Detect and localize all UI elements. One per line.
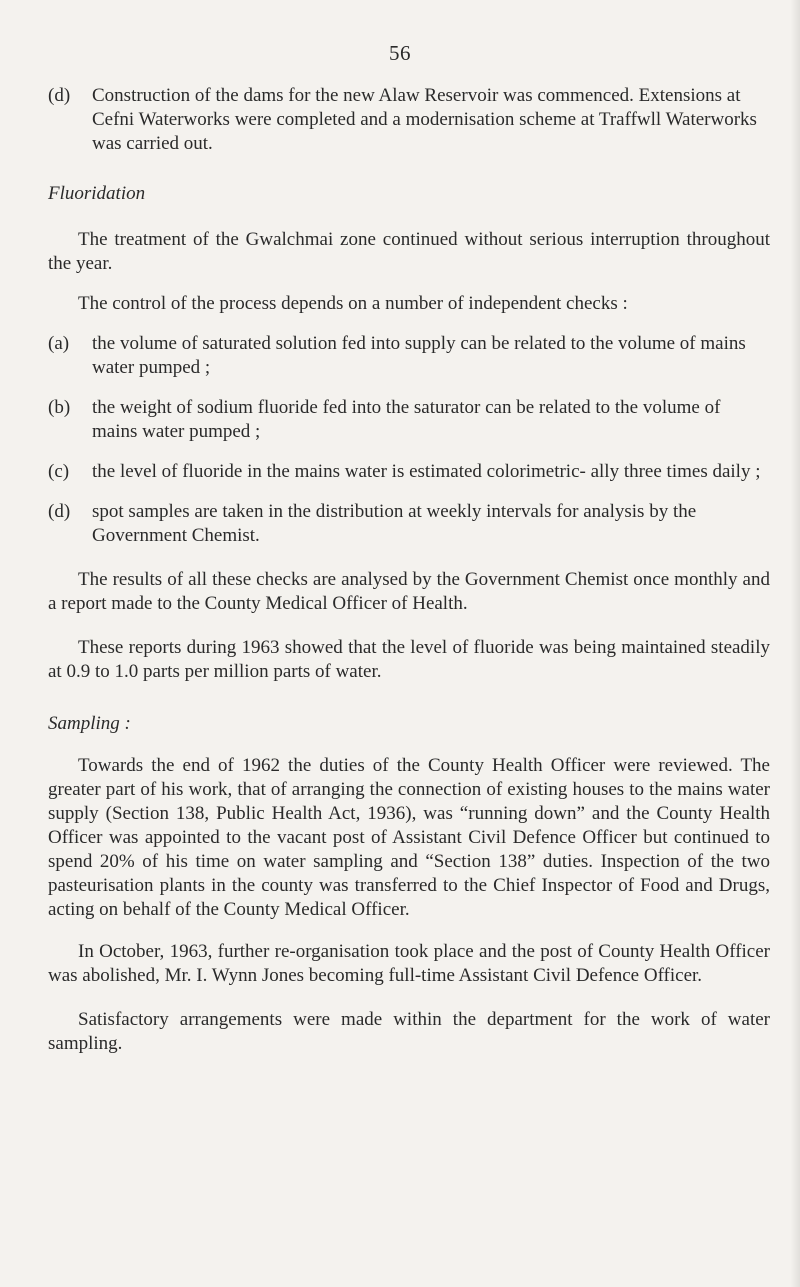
list-marker: (d) <box>48 85 71 106</box>
list-text: spot samples are taken in the distribution at weekly intervals for analysis by the Government Chemist. <box>92 501 697 546</box>
section-heading-sampling: Sampling : <box>48 713 131 734</box>
paragraph: Towards the end of 1962 the duties of the County Health Officer were reviewed. The greater part of his work, that of arranging the connection of existing houses to the mains water supply (Section 138, Public Health Act, 1936), was “running down” and the County Health Officer was appointed to the vacant post of Assistant Civil Defence Officer but continued to spend 20% of his time on water sampling and “Section 138” duties. Inspection of the two pasteurisation plants in the county was transferred to the Chief Inspector of Food and Drugs, acting on behalf of the County Medical Officer. <box>48 755 770 920</box>
section-heading-fluoridation: Fluoridation <box>48 183 146 204</box>
paragraph: The control of the process depends on a number of independent checks : <box>78 293 628 314</box>
paragraph: These reports during 1963 showed that the level of fluoride was being maintained steadily at 0.9 to 1.0 parts per million parts of water. <box>48 637 770 682</box>
page-body <box>48 84 770 1056</box>
list-text: the level of fluoride in the mains water is estimated colorimetric- ally three times daily ; <box>92 461 761 482</box>
check-item-d <box>48 500 770 548</box>
page-number: 56 <box>389 41 411 65</box>
list-text: the weight of sodium fluoride fed into the saturator can be related to the volume of mains water pumped ; <box>92 397 721 442</box>
page-edge-shadow <box>790 0 800 1287</box>
list-text: Construction of the dams for the new Alaw Reservoir was commenced. Extensions at Cefni Waterworks were completed and a modernisation scheme at Traffwll Waterworks was carried out. <box>92 85 757 154</box>
check-item-a <box>48 332 770 380</box>
paragraph: The treatment of the Gwalchmai zone continued without serious interruption throughout the year. <box>48 229 770 274</box>
list-text: the volume of saturated solution fed into supply can be related to the volume of mains water pumped ; <box>92 333 746 378</box>
list-item-d-construction <box>48 84 770 156</box>
check-item-c <box>48 460 770 484</box>
check-item-b <box>48 396 770 444</box>
list-marker: (d) <box>48 501 71 522</box>
list-marker: (c) <box>48 461 70 482</box>
paragraph: Satisfactory arrangements were made within the department for the work of water sampling. <box>48 1009 770 1054</box>
paragraph: The results of all these checks are analysed by the Government Chemist once monthly and a report made to the County Medical Officer of Health. <box>48 569 770 614</box>
paragraph: In October, 1963, further re-organisation took place and the post of County Health Officer was abolished, Mr. I. Wynn Jones becoming full-time Assistant Civil Defence Officer. <box>48 941 770 986</box>
list-marker: (a) <box>48 333 70 354</box>
list-marker: (b) <box>48 397 71 418</box>
